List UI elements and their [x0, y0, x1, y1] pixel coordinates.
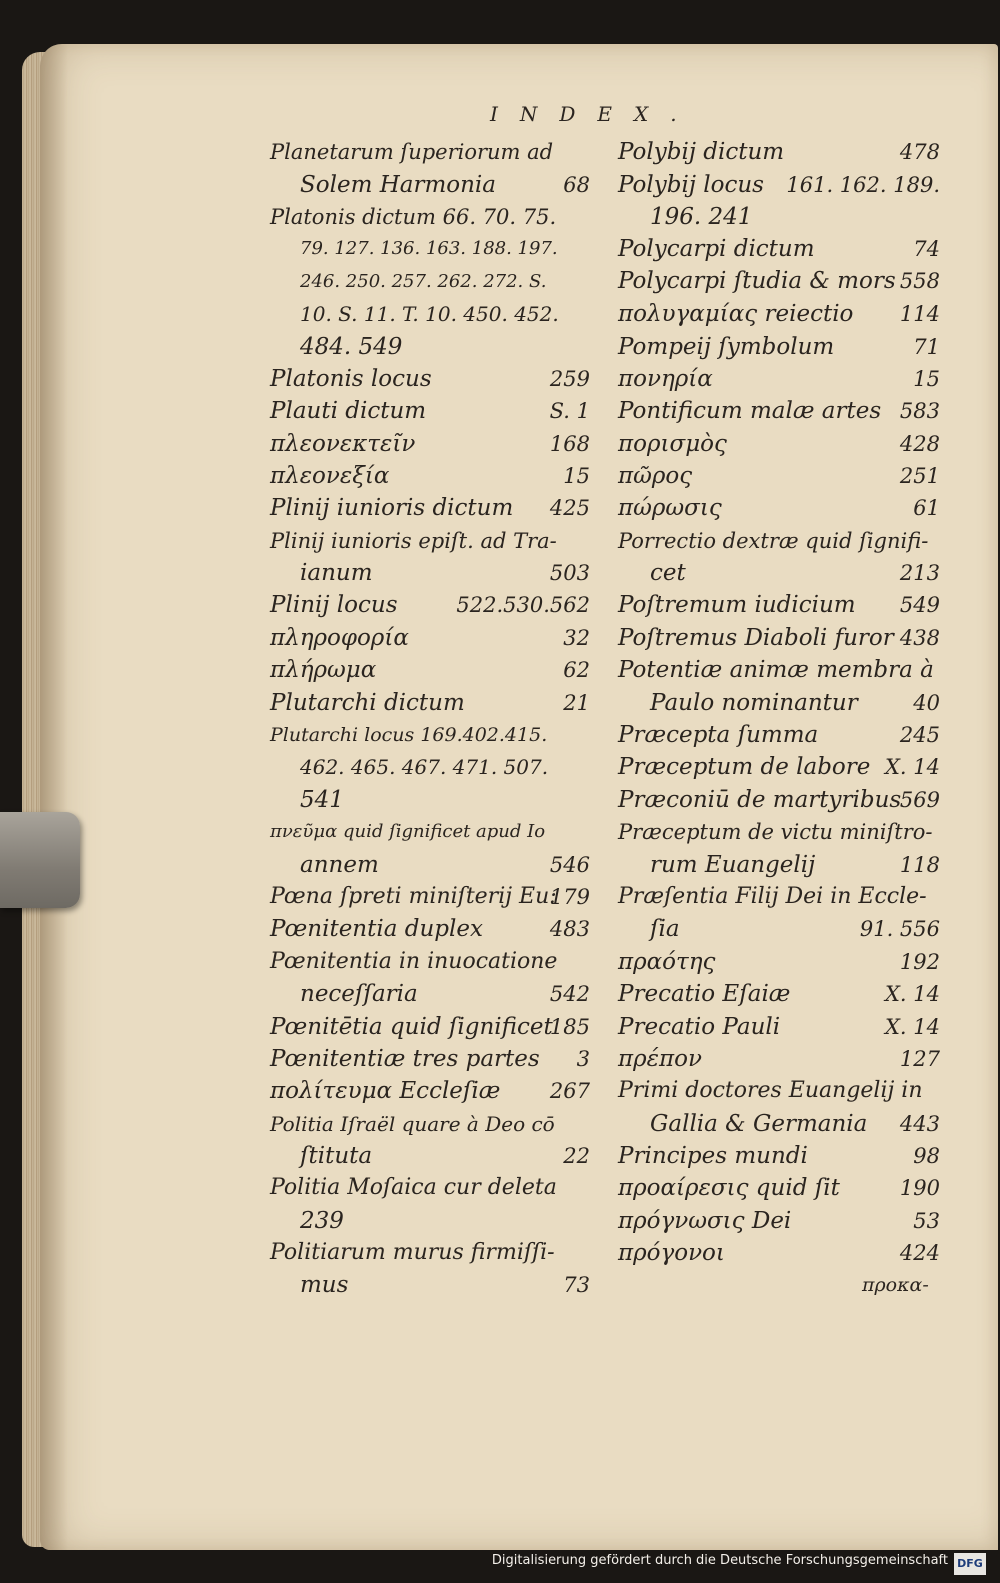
index-page-ref: 15 [913, 367, 940, 391]
index-page-ref: 522.530.562 [456, 593, 590, 617]
index-entry: Potentiæ animæ membra à [618, 657, 934, 683]
index-entry: πορισμὸς [618, 431, 727, 457]
index-page-ref: 61 [913, 496, 940, 520]
index-entry: Pœnitentiæ tres partes [270, 1046, 540, 1072]
dfg-logo-icon: DFG [954, 1553, 986, 1575]
index-page-ref: 213 [899, 561, 940, 585]
index-entry: Poſtremus Diaboli furor [618, 625, 894, 651]
index-entry: Præſentia Filij Dei in Eccle- [618, 884, 927, 909]
index-entry: Pompeij ſymbolum [618, 334, 835, 360]
index-entry: πῶρος [618, 463, 693, 489]
index-entry: cet [650, 560, 686, 586]
index-page-ref: 190 [899, 1176, 940, 1200]
index-entry: Poſtremum iudicium [618, 592, 856, 618]
index-page-ref: 98 [913, 1144, 940, 1168]
index-page-ref: 425 [549, 496, 590, 520]
index-page-ref: 91. 556 [859, 917, 940, 941]
index-entry: πλεονεκτεῖν [270, 431, 416, 457]
index-entry: πρέπον [618, 1046, 702, 1072]
page-header: INDEX. [490, 102, 699, 126]
index-entry: 541 [300, 787, 344, 813]
footer-credit: Digitalisierung gefördert durch die Deutsche Forschungsgemeinschaft [491, 1553, 948, 1568]
index-entry: Polybij locus [618, 172, 764, 198]
index-page-ref: 443 [899, 1112, 940, 1136]
index-entry: Politia Iſraël quare à Deo cō [270, 1112, 555, 1136]
index-entry: 196. 241 [650, 204, 753, 230]
index-entry: Porrectio dextræ quid ſignifi- [618, 529, 929, 553]
index-page-ref: 483 [549, 917, 590, 941]
index-entry: πρόγονοι [618, 1240, 725, 1266]
index-entry: πονηρία [618, 366, 713, 392]
index-page-ref: 251 [899, 464, 940, 488]
index-entry: Solem Harmonia [300, 172, 496, 198]
index-entry: Plauti dictum [270, 398, 427, 424]
index-entry: Plinij locus [270, 592, 398, 618]
index-entry: Platonis locus [270, 366, 432, 392]
index-entry: ſia [650, 916, 680, 942]
index-page-ref: 558 [899, 269, 940, 293]
index-entry: Platonis dictum 66. 70. 75. [270, 205, 557, 229]
index-entry: Precatio Pauli [618, 1014, 781, 1040]
index-page-ref: X. 14 [884, 1015, 940, 1039]
index-page-ref: 192 [899, 950, 940, 974]
index-entry: πληροφορία [270, 625, 409, 651]
index-entry: 246. 250. 257. 262. 272. S. [300, 271, 547, 292]
index-page-ref: 179 [549, 885, 590, 909]
index-entry: mus [300, 1272, 349, 1298]
index-entry: πολυγαμίας reiectio [618, 301, 854, 327]
index-page-ref: 569 [899, 788, 940, 812]
index-entry: 462. 465. 467. 471. 507. [300, 755, 549, 779]
index-entry: Plutarchi locus 169.402.415. [270, 724, 548, 746]
index-page-ref: 15 [563, 464, 590, 488]
index-page-ref: 40 [913, 691, 940, 715]
index-entry: Principes mundi [618, 1143, 808, 1169]
index-page-ref: S. 1 [549, 399, 590, 423]
index-page-ref: 259 [549, 367, 590, 391]
index-entry: πραότης [618, 949, 716, 975]
index-entry: Primi doctores Euangelij in [618, 1078, 923, 1103]
index-entry: ianum [300, 560, 373, 586]
index-page-ref: 118 [899, 853, 940, 877]
index-entry: Gallia & Germania [650, 1111, 868, 1137]
index-entry: annem [300, 852, 379, 878]
index-page-ref: 185 [549, 1015, 590, 1039]
index-page-ref: 549 [899, 593, 940, 617]
index-entry: neceſſaria [300, 981, 418, 1007]
index-page-ref: 428 [899, 432, 940, 456]
index-page-ref: 21 [563, 691, 590, 715]
index-page-ref: 503 [549, 561, 590, 585]
index-page-ref: 71 [913, 335, 940, 359]
index-page-ref: 73 [563, 1273, 590, 1297]
index-page-ref: 62 [563, 658, 590, 682]
index-page-ref: 22 [563, 1144, 590, 1168]
index-page-ref: 267 [549, 1079, 590, 1103]
index-entry: πολίτευμα Eccleſiæ [270, 1078, 501, 1104]
index-entry: Polybij dictum [618, 139, 785, 165]
index-page-ref: 3 [576, 1047, 590, 1071]
index-entry: πρόγνωσις Dei [618, 1208, 792, 1234]
index-entry: 79. 127. 136. 163. 188. 197. [300, 238, 558, 259]
index-entry: Politiarum murus firmiſſi- [270, 1240, 555, 1265]
index-page-ref: 53 [913, 1209, 940, 1233]
index-entry: πώρωσις [618, 495, 722, 521]
index-entry: Pontificum malæ artes [618, 398, 882, 424]
index-page-ref: 161. 162. 189. [786, 173, 940, 197]
index-page-ref: 546 [549, 853, 590, 877]
index-entry: πλήρωμα [270, 657, 377, 683]
index-page-ref: 542 [549, 982, 590, 1006]
index-page-ref: 583 [899, 399, 940, 423]
index-entry: πλεονεξία [270, 463, 390, 489]
index-entry: Precatio Eſaiæ [618, 981, 791, 1007]
index-entry: 239 [300, 1208, 344, 1234]
index-entry: Præcepta ſumma [618, 722, 819, 748]
index-page-ref: 127 [899, 1047, 940, 1071]
index-entry: Præceptum de victu miniſtro- [618, 820, 933, 844]
index-page-ref: 245 [899, 723, 940, 747]
index-page-ref: X. 14 [884, 755, 940, 779]
index-page-ref: 478 [899, 140, 940, 164]
index-entry: Pœnitentia duplex [270, 916, 483, 942]
index-entry: 484. 549 [300, 334, 403, 360]
index-entry: Plutarchi dictum [270, 690, 465, 716]
index-page-ref: 74 [913, 237, 940, 261]
index-page-ref: X. 14 [884, 982, 940, 1006]
index-entry: Paulo nominantur [650, 690, 858, 716]
index-entry: ſtituta [300, 1143, 373, 1169]
index-entry: πνεῦμα quid ſignificet apud Io [270, 821, 546, 842]
index-entry: Præceptum de labore [618, 754, 871, 780]
index-entry: Politia Moſaica cur deleta [270, 1175, 557, 1200]
page-gutter-shadow [40, 44, 68, 1550]
index-page-ref: 168 [549, 432, 590, 456]
index-entry: Polycarpi dictum [618, 236, 815, 262]
index-page-ref: 114 [899, 302, 940, 326]
index-entry: Plinij iunioris dictum [270, 495, 514, 521]
index-entry: 10. S. 11. T. 10. 450. 452. [300, 302, 559, 326]
index-entry: rum Euangelij [650, 852, 816, 878]
index-entry: Pœnitentia in inuocatione [270, 949, 558, 974]
index-entry: προκα- [862, 1274, 929, 1296]
index-page-ref: 68 [563, 173, 590, 197]
bookmark-clip [0, 812, 80, 908]
index-entry: Planetarum ſuperiorum ad [270, 140, 554, 164]
index-entry: Pœna ſpreti miniſterij Eu: [270, 884, 557, 909]
index-entry: Plinij iunioris epiſt. ad Tra- [270, 529, 557, 553]
index-page-ref: 32 [563, 626, 590, 650]
index-entry: Polycarpi ſtudia & mors [618, 268, 896, 294]
index-page-ref: 438 [899, 626, 940, 650]
index-entry: Præconiū de martyribus [618, 787, 902, 813]
index-entry: προαίρεσις quid ſit [618, 1175, 840, 1201]
index-page-ref: 424 [899, 1241, 940, 1265]
index-entry: Pœnitētia quid ſignificet [270, 1014, 553, 1040]
